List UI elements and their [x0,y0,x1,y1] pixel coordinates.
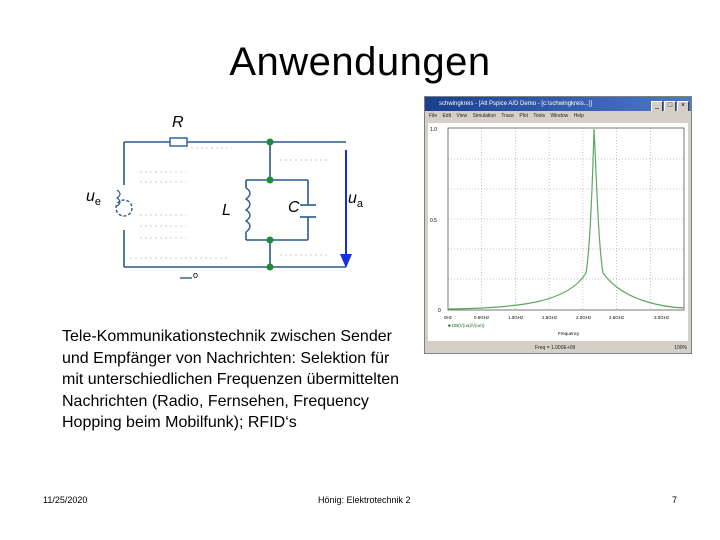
resistor-symbol [170,138,187,146]
status-frequency: Freq = 1.000E+09 [535,345,576,351]
output-voltage-main: u [348,190,357,207]
x-tick-1: 0.5GHz [474,315,490,320]
footer-page-number: 7 [672,495,678,505]
y-tick-top: 1.0 [430,127,437,133]
x-tick-6: 3.0GHz [654,315,670,320]
output-arrow-head [340,254,352,268]
node-dot-top [267,139,274,146]
status-mode: 100% [674,345,687,351]
x-tick-2: 1.0GHz [508,315,524,320]
x-tick-5: 2.5GHz [609,315,625,320]
resistor-label: R [172,114,184,131]
node-dot-bottom [267,264,274,271]
menu-window[interactable]: Window [550,113,569,119]
y-tick-bottom: 0 [438,308,441,314]
window-controls [650,99,689,111]
footer-date: 11/25/2020 [43,495,88,505]
capacitor-label: C [288,199,300,216]
menu-tools[interactable]: Tools [533,113,546,119]
lc-circuit-diagram [0,0,420,300]
inductor-symbol [246,188,250,232]
menu-trace[interactable]: Trace [501,113,514,119]
output-voltage-sub: a [356,198,364,211]
node-dot-lc-bottom [267,237,274,244]
x-tick-0: 0Hz [444,315,453,320]
menu-help[interactable]: Help [573,113,584,119]
simulator-window-title: schwingkreis - [Alt Pspice A/D Demo - [c:\schwingkreis...]] [439,101,593,107]
maximize-button[interactable]: □ [664,101,676,111]
menu-view[interactable]: View [456,113,468,119]
menu-file[interactable]: File [429,113,438,119]
menu-simulation[interactable]: Simulation [472,113,496,119]
trace-legend: ■ DB(V(ua)/V(ue)) [448,323,485,328]
slide-body-text: Tele-Kommunikationstechnik zwischen Sender und Empfänger von Nachrichten: Selektion für mit unterschiedlichen Frequenzen übermittelten Nachrichten (Radio, Fernsehen, Frequency Hopping beim Mobilfunk); RFID‘s [62,328,400,431]
frequency-response-plot [428,123,688,341]
menu-edit[interactable]: Edit [442,113,452,119]
simulator-title-bar [425,97,691,111]
node-dot-lc-top [267,177,274,184]
y-tick-mid: 0.5 [430,218,437,224]
x-axis-label: Frequency [558,331,580,336]
ground-label: o [193,270,199,280]
capacitor-symbol [300,205,316,217]
simulator-window [424,96,692,354]
source-coil-symbol [117,190,120,206]
input-voltage-label [86,188,101,208]
footer-author: Hönig: Elektrotechnik 2 [318,495,411,505]
simulator-status-bar [425,343,691,353]
slide-title: Anwendungen [229,40,491,84]
close-button[interactable]: × [677,101,689,111]
x-tick-3: 1.5GHz [542,315,558,320]
voltage-source-symbol [116,200,132,216]
output-voltage-label [348,190,363,210]
inductor-label: L [222,202,231,219]
simulator-menu-bar [425,111,691,121]
minimize-button[interactable]: _ [651,101,663,111]
menu-plot[interactable]: Plot [519,113,528,119]
input-voltage-sub: e [94,196,102,209]
input-voltage-main: u [86,188,95,205]
x-tick-4: 2.0GHz [576,315,592,320]
